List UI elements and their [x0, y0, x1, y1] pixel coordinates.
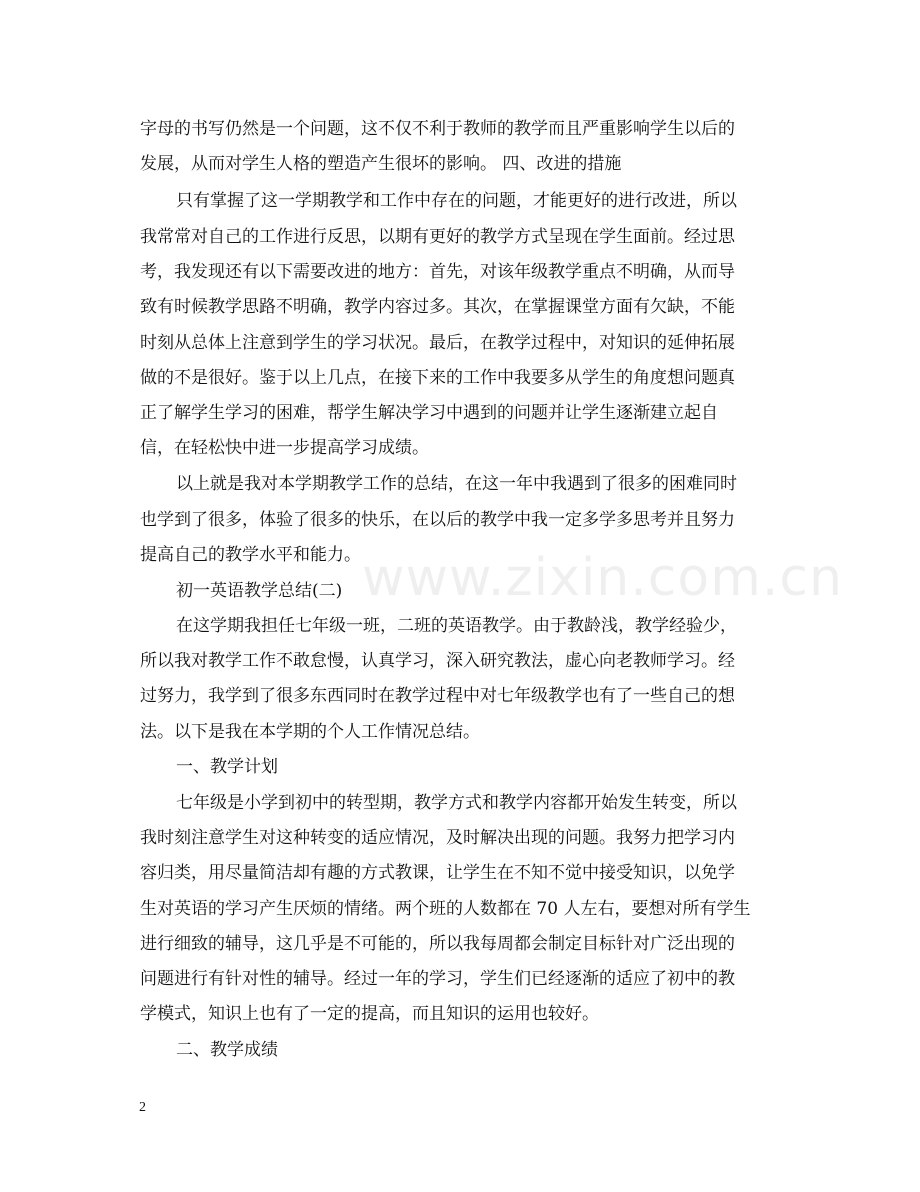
text-line: 学模式，知识上也有了一定的提高，而且知识的运用也较好。	[140, 1004, 599, 1024]
text-line: 发展，从而对学生人格的塑造产生很坏的影响。 四、改进的措施	[140, 154, 622, 174]
section-heading: 初一英语教学总结(二)	[176, 581, 343, 601]
text-line: 考，我发现还有以下需要改进的地方：首先，对该年级教学重点不明确，从而导	[140, 262, 735, 282]
text-line: 所以我对教学工作不敢怠慢，认真学习，深入研究教法，虚心向老教师学习。经	[140, 651, 735, 671]
text-line: 法。以下是我在本学期的个人工作情况总结。	[140, 722, 480, 742]
text-line: 过努力，我学到了很多东西同时在教学过程中对七年级教学也有了一些自己的想	[140, 686, 735, 706]
text-line: 信，在轻松快中进一步提高学习成绩。	[140, 438, 429, 458]
text-line: 也学到了很多，体验了很多的快乐，在以后的教学中我一定多学多思考并且努力	[140, 510, 735, 530]
text-line: 正了解学生学习的困难，帮学生解决学习中遇到的问题并让学生逐渐建立起自	[140, 403, 718, 423]
watermark: www.zixin.com.cn	[362, 548, 843, 608]
text-line: 容归类，用尽量简洁却有趣的方式教课，让学生在不知不觉中接受知识，以免学	[140, 863, 735, 883]
text-line: 在这学期我担任七年级一班，二班的英语教学。由于教龄浅，教学经验少，	[176, 616, 737, 636]
section-heading: 二、教学成绩	[176, 1040, 278, 1060]
text-line: 问题进行有针对性的辅导。经过一年的学习，学生们已经逐渐的适应了初中的教	[140, 969, 735, 989]
text-line: 我时刻注意学生对这种转变的适应情况，及时解决出现的问题。我努力把学习内	[140, 828, 735, 848]
text-line: 提高自己的教学水平和能力。	[140, 545, 361, 565]
text-line: 只有掌握了这一学期教学和工作中存在的问题，才能更好的进行改进，所以	[176, 191, 737, 211]
text-line: 进行细致的辅导，这几乎是不可能的，所以我每周都会制定目标针对广泛出现的	[140, 934, 735, 954]
text-line: 我常常对自己的工作进行反思，以期有更好的教学方式呈现在学生面前。经过思	[140, 227, 735, 247]
text-line: 字母的书写仍然是一个问题，这不仅不利于教师的教学而且严重影响学生以后的	[140, 119, 735, 139]
page-number: 2	[139, 1100, 146, 1115]
text-line: 做的不是很好。鉴于以上几点，在接下来的工作中我要多从学生的角度想问题真	[140, 368, 735, 388]
text-line: 七年级是小学到初中的转型期，教学方式和教学内容都开始发生转变，所以	[176, 793, 737, 813]
text-line: 生对英语的学习产生厌烦的情绪。两个班的人数都在 70 人左右，要想对所有学生	[140, 899, 751, 919]
text-line: 致有时候教学思路不明确，教学内容过多。其次，在掌握课堂方面有欠缺，不能	[140, 297, 735, 317]
text-line: 时刻从总体上注意到学生的学习状况。最后，在教学过程中，对知识的延伸拓展	[140, 333, 735, 353]
section-heading: 一、教学计划	[176, 757, 278, 777]
text-line: 以上就是我对本学期教学工作的总结，在这一年中我遇到了很多的困难同时	[176, 474, 737, 494]
